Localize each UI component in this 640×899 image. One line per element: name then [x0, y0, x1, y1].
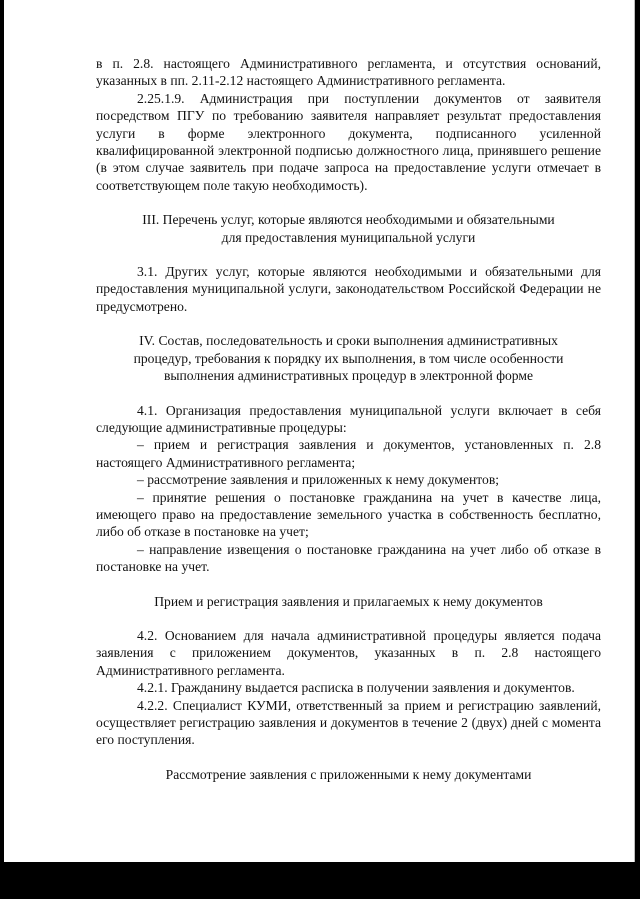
list-item-review: – рассмотрение заявления и приложенных к нему документов; — [137, 472, 500, 488]
document-body — [96, 55, 601, 783]
spacer — [96, 749, 601, 766]
list-item-decision: – принятие решения о постановке гражданина на учет в качестве лица, имеющего право на предоставление земельного участка в собственность бесплатно, либо об отказе в постановке на учет; — [96, 489, 601, 540]
section-heading-4-line-2: процедур, требования к порядку их выполнения, в том числе особенности — [133, 350, 564, 366]
spacer — [96, 315, 601, 332]
spacer — [96, 576, 601, 593]
paragraph-4-2-1: 4.2.1. Гражданину выдается расписка в получении заявления и документов. — [137, 680, 575, 696]
section-heading-3-line-1: III. Перечень услуг, которые являются необходимыми и обязательными — [142, 212, 555, 228]
section-heading-4-line-3: выполнения административных процедур в электронной форме — [163, 368, 534, 384]
spacer — [96, 194, 601, 211]
section-heading-4-line-1: IV. Состав, последовательность и сроки выполнения административных — [139, 333, 558, 349]
list-item-intake: – прием и регистрация заявления и документов, установленных п. 2.8 настоящего Административного регламента; — [96, 437, 601, 470]
paragraph-3-1: 3.1. Других услуг, которые являются необходимыми и обязательными для предоставления муниципальной услуги, законодательством Российской Федерации не предусмотрено. — [96, 264, 601, 314]
paragraph-2-25-1-9: 2.25.1.9. Администрация при поступлении документов от заявителя посредством ПГУ по требованию заявителя направляет результат предоставления услуги в форме электронного документа, подписанного усиленной квалифицированной электронной подписью должностного лица, принявшего решение (в этом случае заявитель при подаче запроса на предоставление услуги отмечает в соответствующем поле такую необходимость). — [96, 90, 601, 193]
paragraph-4-1: 4.1. Организация предоставления муниципальной услуги включает в себя следующие административные процедуры: — [96, 402, 601, 435]
spacer — [96, 610, 601, 627]
subheading-review: Рассмотрение заявления с приложенными к нему документами — [165, 766, 532, 782]
paragraph-4-2: 4.2. Основанием для начала административной процедуры является подача заявления с приложением документов, указанных в п. 2.8 настоящего Административного регламента. — [96, 627, 601, 678]
document-page — [4, 0, 635, 862]
section-heading-3-line-2: для предоставления муниципальной услуги — [221, 229, 476, 245]
subheading-intake: Прием и регистрация заявления и прилагаемых к нему документов — [154, 593, 543, 609]
spacer — [96, 246, 601, 263]
spacer — [96, 385, 601, 402]
paragraph-continuation: в п. 2.8. настоящего Административного регламента, и отсутствия оснований, указанных в пп. 2.11-2.12 настоящего Административного регламента. — [96, 56, 601, 89]
list-item-notice: – направление извещения о постановке гражданина на учет либо об отказе в постановке на учет. — [96, 541, 601, 575]
paragraph-4-2-2: 4.2.2. Специалист КУМИ, ответственный за прием и регистрацию заявлений, осуществляет регистрацию заявления и документов в течение 2 (двух) дней с момента его поступления. — [96, 697, 601, 748]
